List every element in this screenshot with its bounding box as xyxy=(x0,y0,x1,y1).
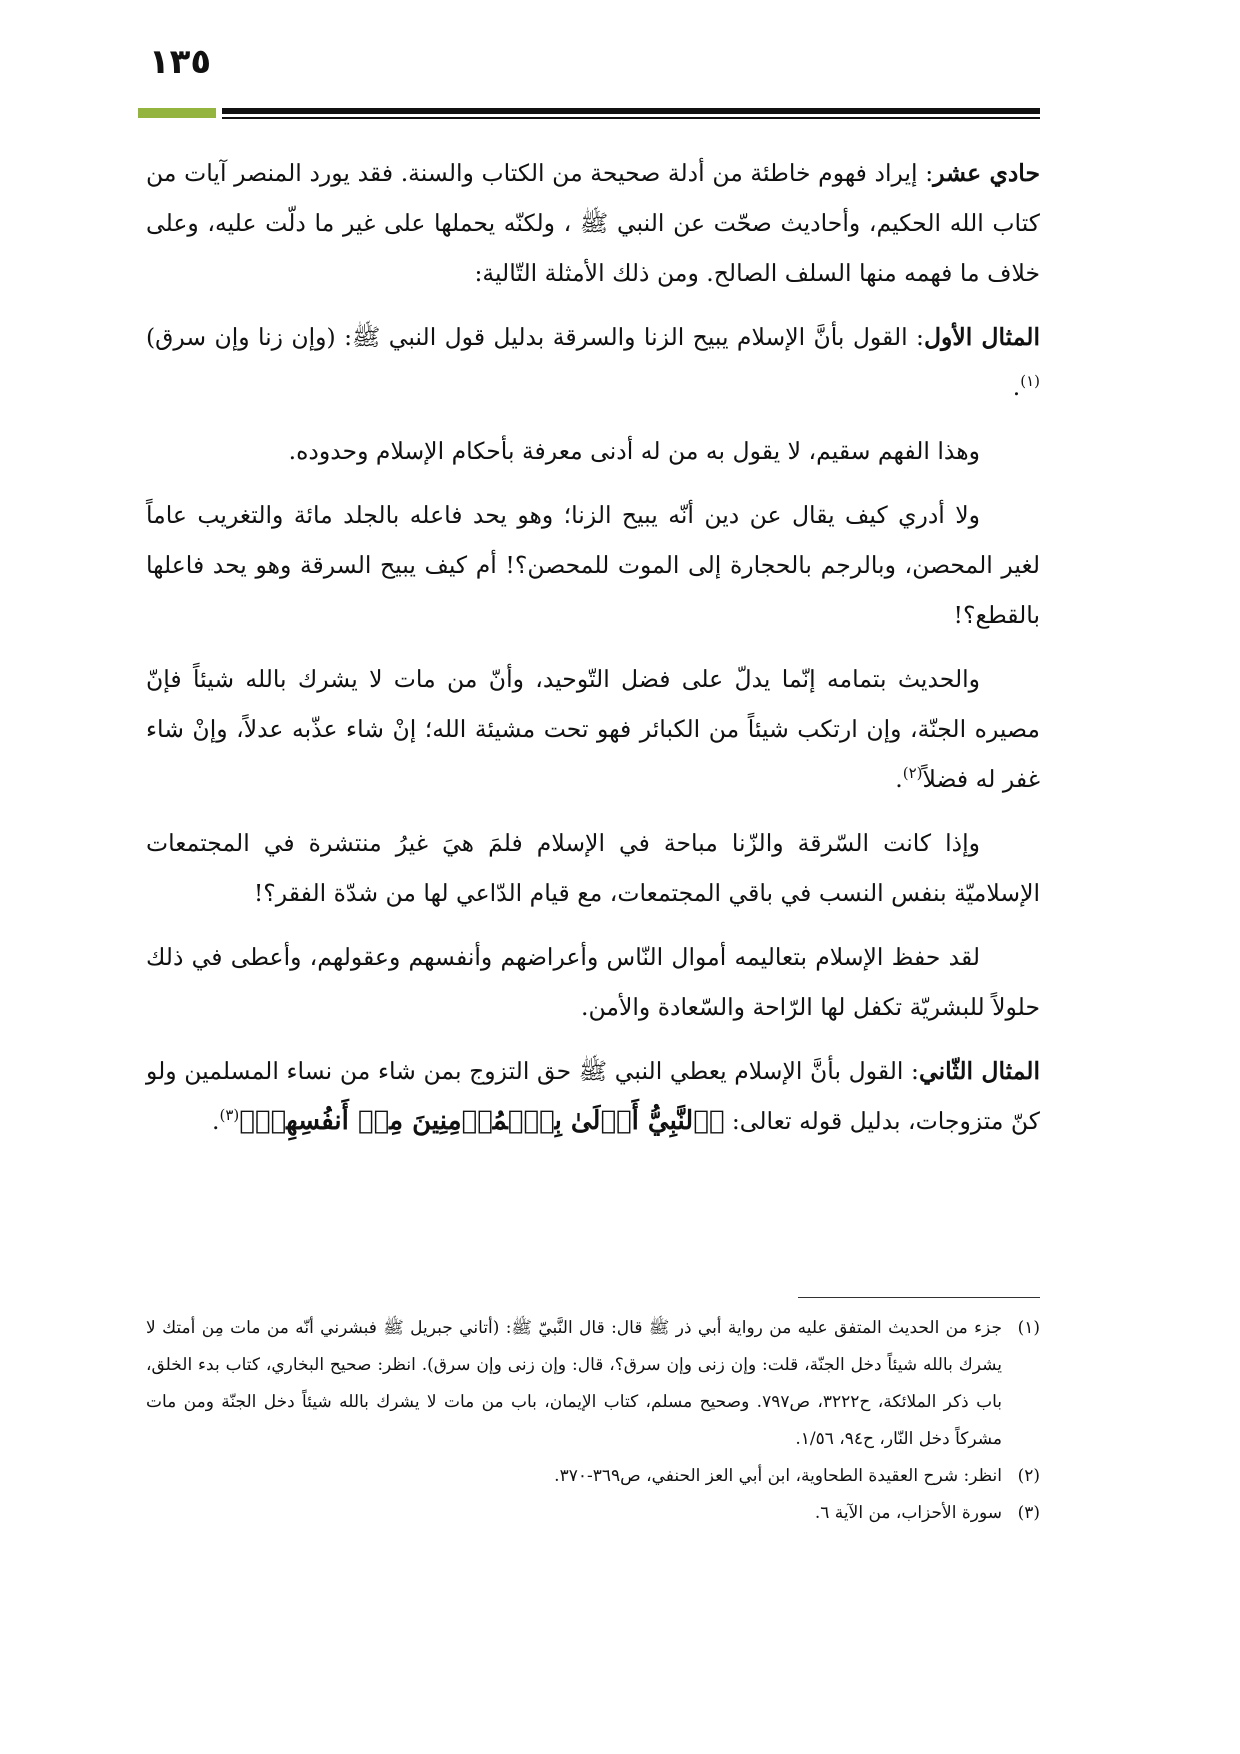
footnote-ref[interactable]: (٣) xyxy=(219,1106,240,1125)
footnote-mark: (٢) xyxy=(1017,1466,1040,1486)
header-rule xyxy=(222,108,1040,114)
paragraph-tail: . xyxy=(895,765,903,793)
footnote xyxy=(146,1458,1040,1495)
paragraph-text: ولا أدري كيف يقال عن دين أنّه يبيح الزنا؛ وهو يحد فاعله بالجلد مائة والتغريب عاماً لغير المحصن، وبالرجم بالحجارة إلى الموت للمحصن؟! أم كيف يبيح السرقة وهو يحد فاعلها بالقطع؟! xyxy=(146,501,1040,629)
footnote-mark: (١) xyxy=(1017,1318,1040,1338)
paragraph-lead: المثال الثّاني xyxy=(918,1057,1040,1085)
footnote-mark: (٣) xyxy=(1017,1503,1040,1523)
body-text xyxy=(146,148,1040,1160)
paragraph-text: والحديث بتمامه إنّما يدلّ على فضل التّوحيد، وأنّ من مات لا يشرك بالله شيئاً فإنّ مصيره الجنّة، وإن ارتكب شيئاً من الكبائر فهو تحت مشيئة الله؛ إنْ شاء عذّبه عدلاً، وإنْ شاء غفر له فضلاً xyxy=(146,665,1040,793)
footnote xyxy=(146,1310,1040,1458)
paragraph xyxy=(146,654,1040,804)
paragraph xyxy=(146,426,1040,476)
footnote xyxy=(146,1495,1040,1532)
page-number: ١٣٥ xyxy=(148,42,212,82)
paragraph-tail: . xyxy=(212,1107,220,1135)
paragraph-example-1 xyxy=(146,312,1040,412)
paragraph-example-2 xyxy=(146,1046,1040,1146)
footnote-text: سورة الأحزاب، من الآية ٦. xyxy=(814,1503,1002,1523)
paragraph-text: وإذا كانت السّرقة والزّنا مباحة في الإسلام فلمَ هيَ غيرُ منتشرة في المجتمعات الإسلاميّة بنفس النسب في باقي المجتمعات، مع قيام الدّاعي لها من شدّة الفقر؟! xyxy=(146,829,1040,907)
paragraph-text: : القول بأنَّ الإسلام يعطي النبي ﷺ حق التزوج بمن شاء من نساء المسلمين ولو كنّ متزوجات، بدليل قوله تعالى: xyxy=(146,1057,1040,1135)
footnote-separator xyxy=(798,1297,1040,1298)
header-accent-bar xyxy=(138,108,216,118)
paragraph-text: لقد حفظ الإسلام بتعاليمه أموال النّاس وأعراضهم وأنفسهم وعقولهم، وأعطى في ذلك حلولاً للبشريّة تكفل لها الرّاحة والسّعادة والأمن. xyxy=(146,943,1040,1021)
paragraph-tail: . xyxy=(1012,373,1021,401)
footnote-text: جزء من الحديث المتفق عليه من رواية أبي ذر ﷺ قال: قال النَّبيّ ﷺ: (أتاني جبريل ﷺ فبشرني أنّه من مات مِن أمتك لا يشرك بالله شيئاً دخل الجنّة، قلت: وإن زنى وإن سرق؟، قال: وإن زنى وإن سرق). انظر: صحيح البخاري، كتاب بدء الخلق، باب ذكر الملائكة، ح٣٢٢٢، ص٧٩٧. وصحيح مسلم، كتاب الإيمان، باب من مات لا يشرك بالله شيئاً دخل الجنّة ومن مات مشركاً دخل النّار، ح٩٤، ١/٥٦. xyxy=(146,1318,1002,1449)
footnote-ref[interactable]: (١) xyxy=(1020,372,1040,391)
paragraph-text: : القول بأنَّ الإسلام يبيح الزنا والسرقة بدليل قول النبي ﷺ: (وإن زنا وإن سرق) xyxy=(146,323,924,351)
paragraph-lead: المثال الأول xyxy=(923,323,1040,351)
footnote-text: انظر: شرح العقيدة الطحاوية، ابن أبي العز الحنفي، ص٣٦٩-٣٧٠. xyxy=(554,1466,1002,1486)
paragraph xyxy=(146,490,1040,640)
paragraph-lead: حادي عشر xyxy=(933,159,1040,187)
paragraph-text: وهذا الفهم سقيم، لا يقول به من له أدنى معرفة بأحكام الإسلام وحدوده. xyxy=(288,437,980,465)
paragraph-text: : إيراد فهوم خاطئة من أدلة صحيحة من الكتاب والسنة. فقد يورد المنصر آيات من كتاب الله الحكيم، وأحاديث صحّت عن النبي ﷺ ، ولكنّه يحملها على غير ما دلّت عليه، وعلى خلاف ما فهمه منها السلف الصالح. ومن ذلك الأمثلة التّالية: xyxy=(146,159,1040,287)
header-rule-thin xyxy=(222,117,1040,119)
footnote-ref[interactable]: (٢) xyxy=(902,764,923,783)
paragraph-intro xyxy=(146,148,1040,298)
paragraph xyxy=(146,932,1040,1032)
quran-verse: ﴿ٱلنَّبِيُّ أَوۡلَىٰ بِٱلۡمُؤۡمِنِينَ مِنۡ أَنفُسِهِمۡ﴾ xyxy=(239,1106,725,1136)
footnotes xyxy=(146,1310,1040,1532)
paragraph xyxy=(146,818,1040,918)
